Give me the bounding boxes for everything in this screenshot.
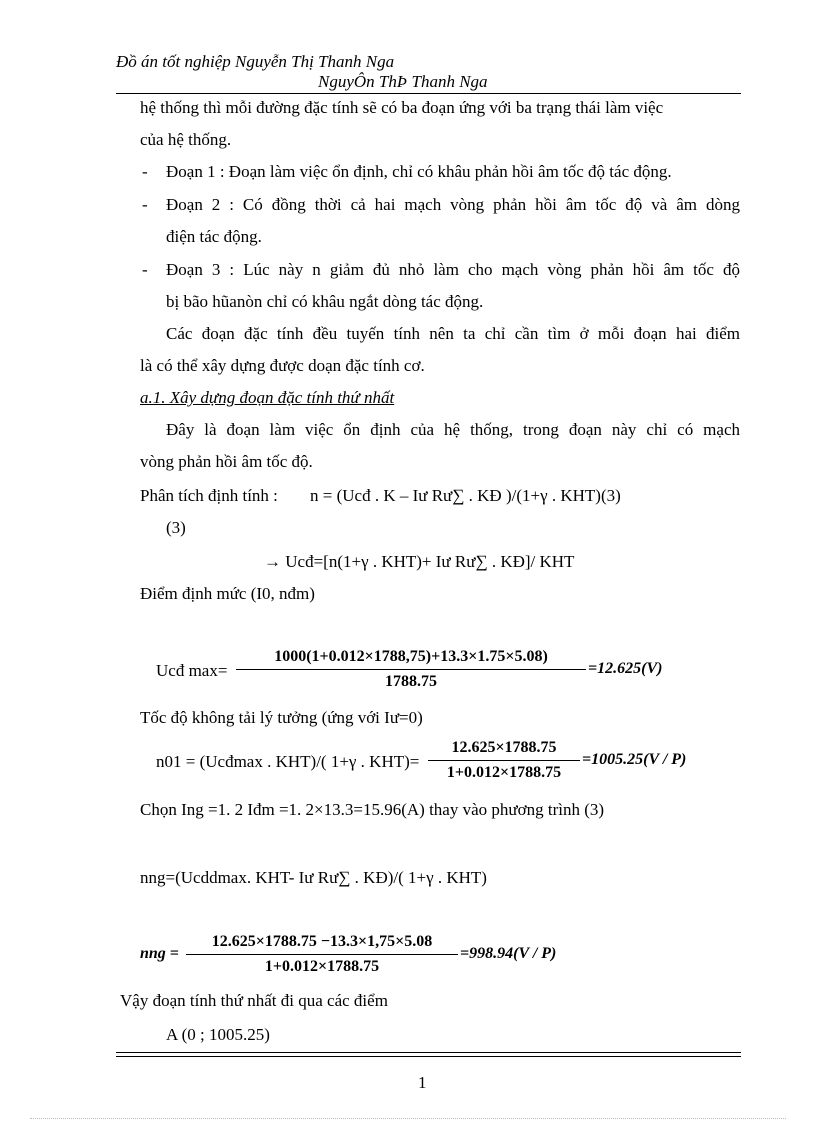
ucdmax-numerator: 1000(1+0.012×1788,75)+13.3×1.75×5.08) — [274, 648, 548, 665]
paragraph-line: của hệ thống. — [140, 130, 232, 149]
footer-rule — [116, 1056, 741, 1057]
n01-fraction — [428, 738, 580, 783]
ucdmax-fraction — [236, 647, 586, 692]
nng-lhs: nng = — [140, 945, 179, 962]
ucdmax-result: =12.625(V) — [588, 660, 663, 677]
fraction-bar — [428, 760, 580, 761]
bullet-dash: - — [142, 162, 148, 181]
footer-rule — [116, 1052, 741, 1053]
ucd-expression: → Ucđ=[n(1+γ . KHT)+ Iư Rư∑ . KĐ]/ KHT — [264, 552, 575, 571]
header-rule — [116, 93, 741, 94]
header-title: Đồ án tốt nghiệp Nguyễn Thị Thanh Nga — [116, 52, 395, 71]
ucdmax-denominator: 1788.75 — [385, 673, 437, 690]
section-heading: a.1. Xây dựng đoạn đặc tính thứ nhất — [140, 388, 395, 407]
page-number: 1 — [418, 1073, 427, 1092]
paragraph-line: vòng phản hồi âm tốc độ. — [140, 452, 313, 471]
bullet-text: Đoạn 1 : Đoạn làm việc ổn định, chỉ có khâu phản hồi âm tốc độ tác động. — [166, 162, 672, 181]
bullet-text: Đoạn 2 : Có đồng thời cả hai mạch vòng phản hồi âm tốc độ và âm dòng — [166, 195, 740, 214]
paragraph-line: hệ thống thì mỗi đường đặc tính sẽ có ba đoạn ứng với ba trạng thái làm việc — [140, 98, 664, 117]
fraction-bar — [186, 954, 458, 955]
equation-ref: (3) — [166, 518, 186, 537]
analysis-label: Phân tích định tính : — [140, 486, 278, 505]
header-author: NguyÔn ThÞ Thanh Nga — [318, 72, 488, 91]
conclusion: Vậy đoạn tính thứ nhất đi qua các điểm — [120, 991, 388, 1010]
n01-result: =1005.25(V / P) — [582, 751, 687, 768]
nng-numerator: 12.625×1788.75 −13.3×1,75×5.08 — [211, 933, 433, 950]
ucdmax-lhs: Ucđ max= — [156, 661, 228, 680]
equation-3: n = (Ucđ . K – Iư Rư∑ . KĐ )/(1+γ . KHT)(3) — [310, 486, 621, 505]
bullet-dash: - — [142, 260, 148, 279]
fraction-bar — [236, 669, 586, 670]
nng-denominator: 1+0.012×1788.75 — [264, 958, 380, 975]
bullet-dash: - — [142, 195, 148, 214]
bullet-text: bị bão hũanòn chỉ có khâu ngắt dòng tác động. — [166, 292, 484, 311]
nng-expression: nng=(Ucddmax. KHT- Iư Rư∑ . KĐ)/( 1+γ . KHT) — [140, 868, 487, 887]
point-a: A (0 ; 1005.25) — [166, 1025, 270, 1044]
n01-denominator: 1+0.012×1788.75 — [446, 764, 562, 781]
choose-ing: Chọn Ing =1. 2 Iđm =1. 2×13.3=15.96(A) thay vào phương trình (3) — [140, 800, 605, 819]
n01-numerator: 12.625×1788.75 — [451, 739, 557, 756]
paragraph-line: Đây là đoạn làm việc ổn định của hệ thống, trong đoạn này chỉ có mạch — [166, 420, 740, 439]
noload-text: Tốc độ không tải lý tưởng (ứng với Iư=0) — [140, 708, 423, 727]
nng-result: =998.94(V / P) — [460, 945, 557, 962]
bullet-text: Đoạn 3 : Lúc này n giảm đủ nhỏ làm cho mạch vòng phản hồi âm tốc độ — [166, 260, 740, 279]
page-edge — [30, 1118, 786, 1119]
n01-lhs: n01 = (Ucđmax . KHT)/( 1+γ . KHT)= — [156, 752, 420, 771]
paragraph-line: Các đoạn đặc tính đều tuyến tính nên ta chỉ cần tìm ở mỗi đoạn hai điểm — [166, 324, 740, 343]
bullet-text: điện tác động. — [166, 227, 262, 246]
rated-point: Điểm định mức (I0, nđm) — [140, 584, 315, 603]
nng-fraction — [186, 932, 458, 977]
paragraph-line: là có thể xây dựng được doạn đặc tính cơ. — [140, 356, 425, 375]
